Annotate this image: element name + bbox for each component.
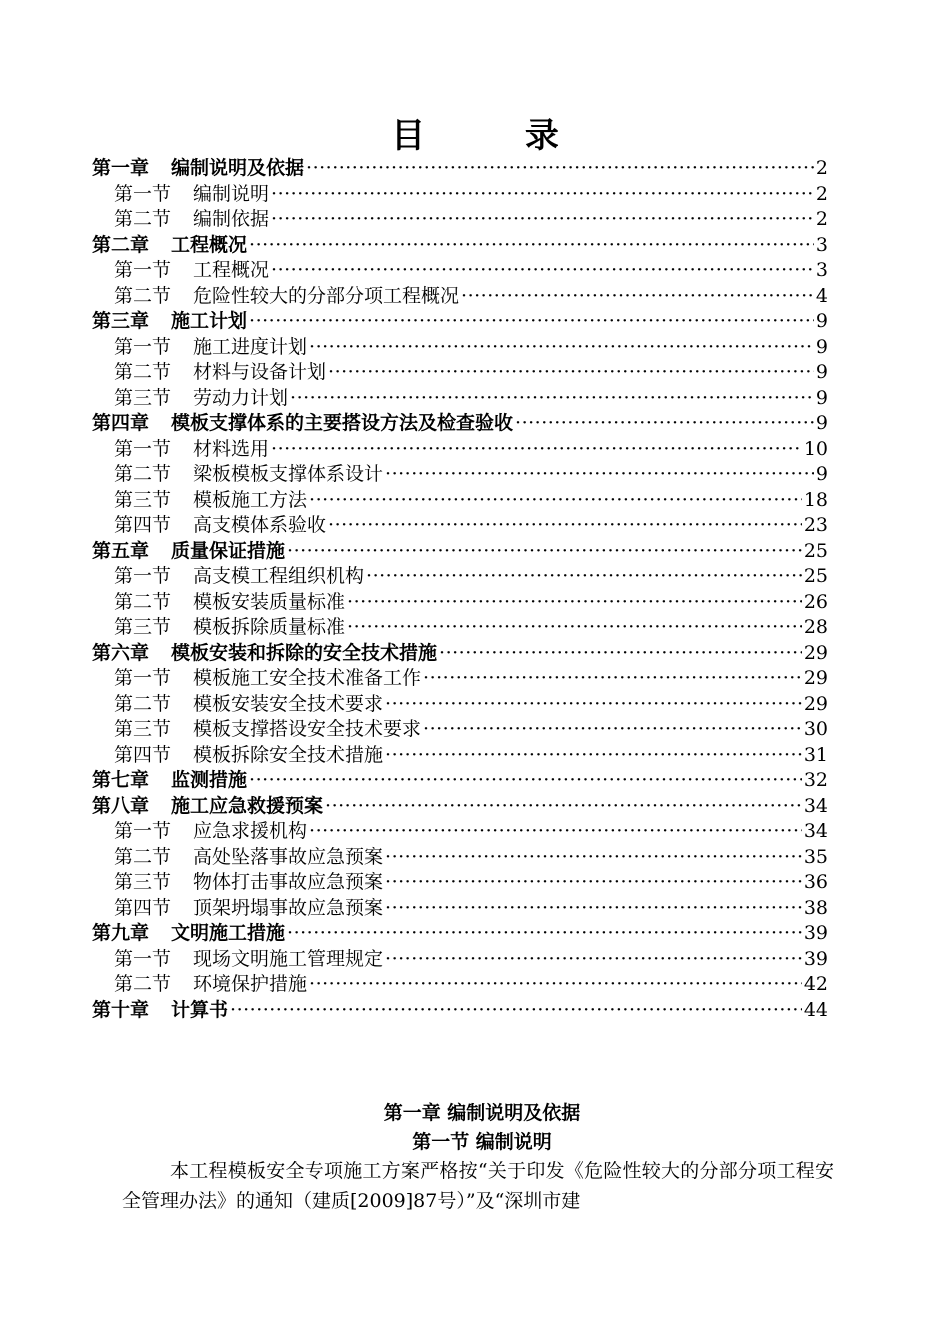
toc-chapter-entry[interactable] xyxy=(92,156,828,182)
dot-leader xyxy=(249,768,802,794)
page-number: 35 xyxy=(803,845,828,868)
dot-leader xyxy=(385,692,802,718)
chapter-title: 施工应急救援预案 xyxy=(171,794,324,817)
toc-section-entry[interactable] xyxy=(92,717,828,743)
section-title: 危险性较大的分部分项工程概况 xyxy=(193,284,460,307)
toc-section-entry[interactable] xyxy=(92,590,828,616)
toc-section-entry[interactable] xyxy=(92,488,828,514)
dot-leader xyxy=(290,386,814,412)
chapter-number: 第九章 xyxy=(92,922,150,944)
chapter-title: 施工计划 xyxy=(171,310,248,332)
toc-entry-label xyxy=(114,335,307,361)
section-title: 模板施工安全技术准备工作 xyxy=(193,667,422,689)
chapter-title: 模板安装和拆除的安全技术措施 xyxy=(171,641,438,664)
page-number: 34 xyxy=(803,794,828,817)
section-title: 材料与设备计划 xyxy=(193,361,327,383)
table-of-contents xyxy=(92,156,828,1023)
dot-leader xyxy=(385,743,802,769)
page-number: 2 xyxy=(815,157,828,179)
chapter-number: 第一章 xyxy=(92,157,150,179)
toc-entry-label xyxy=(114,845,383,871)
dot-leader xyxy=(287,921,802,947)
section-title: 工程概况 xyxy=(193,259,270,281)
page-number: 4 xyxy=(815,284,828,307)
toc-section-entry[interactable] xyxy=(92,335,828,361)
dot-leader xyxy=(309,819,802,845)
page-number: 39 xyxy=(803,947,828,970)
section-number: 第二节 xyxy=(114,361,172,383)
section-number: 第一节 xyxy=(114,182,172,205)
toc-chapter-entry[interactable] xyxy=(92,768,828,794)
toc-entry-label xyxy=(92,411,513,437)
toc-entry-label xyxy=(92,641,437,667)
page-number: 9 xyxy=(815,386,828,409)
section-title: 应急求援机构 xyxy=(193,820,308,842)
dot-leader xyxy=(347,590,802,616)
chapter-title: 模板支撑体系的主要搭设方法及检查验收 xyxy=(171,412,514,434)
toc-entry-label xyxy=(92,309,247,335)
dot-leader xyxy=(249,309,814,335)
toc-section-entry[interactable] xyxy=(92,870,828,896)
page-number: 9 xyxy=(815,310,828,332)
dot-leader xyxy=(423,666,802,692)
section-title: 物体打击事故应急预案 xyxy=(193,871,384,893)
toc-entry-label xyxy=(92,539,285,565)
section-number: 第三节 xyxy=(114,488,172,511)
dot-leader xyxy=(385,462,814,488)
chapter-title: 质量保证措施 xyxy=(171,539,286,562)
section-number: 第四节 xyxy=(114,743,172,766)
toc-section-entry[interactable] xyxy=(92,743,828,769)
toc-entry-label xyxy=(114,284,459,310)
dot-leader xyxy=(366,564,802,590)
chapter-title: 文明施工措施 xyxy=(171,922,286,944)
toc-chapter-entry[interactable] xyxy=(92,309,828,335)
toc-chapter-entry[interactable] xyxy=(92,411,828,437)
dot-leader xyxy=(328,513,802,539)
toc-chapter-entry[interactable] xyxy=(92,794,828,820)
section-title: 模板拆除质量标准 xyxy=(193,616,346,638)
page-number: 9 xyxy=(815,412,828,434)
dot-leader xyxy=(515,411,814,437)
section-title: 材料选用 xyxy=(193,437,270,460)
toc-section-entry[interactable] xyxy=(92,692,828,718)
toc-section-entry[interactable] xyxy=(92,207,828,233)
section-title: 模板施工方法 xyxy=(193,488,308,511)
section-title: 模板安装质量标准 xyxy=(193,590,346,613)
dot-leader xyxy=(385,896,802,922)
section-number: 第二节 xyxy=(114,692,172,715)
toc-entry-label xyxy=(114,462,383,488)
section-title: 现场文明施工管理规定 xyxy=(193,947,384,970)
dot-leader xyxy=(347,615,802,641)
section-title: 梁板模板支撑体系设计 xyxy=(193,463,384,485)
section-title: 模板安装安全技术要求 xyxy=(193,692,384,715)
dot-leader xyxy=(309,335,814,361)
page-number: 2 xyxy=(815,208,828,230)
toc-entry-label xyxy=(114,360,326,386)
chapter-title: 编制说明及依据 xyxy=(171,157,305,179)
page-number: 9 xyxy=(815,463,828,485)
toc-entry-label xyxy=(114,666,421,692)
chapter-number: 第三章 xyxy=(92,310,150,332)
toc-entry-label xyxy=(92,233,247,259)
section-number: 第二节 xyxy=(114,463,172,485)
toc-entry-label xyxy=(114,437,269,463)
page-number: 3 xyxy=(815,259,828,281)
section-title: 编制说明 xyxy=(193,182,270,205)
toc-section-entry[interactable] xyxy=(92,896,828,922)
toc-entry-label xyxy=(92,794,323,820)
toc-entry-label xyxy=(114,207,269,233)
dot-leader xyxy=(287,539,802,565)
toc-entry-label xyxy=(114,615,345,641)
chapter-heading: 第一章 编制说明及依据 xyxy=(383,1102,581,1124)
toc-section-entry[interactable] xyxy=(92,437,828,463)
dot-leader xyxy=(385,845,802,871)
dot-leader xyxy=(271,207,814,233)
page-number: 3 xyxy=(815,233,828,256)
toc-section-entry[interactable] xyxy=(92,513,828,539)
section-title: 施工进度计划 xyxy=(193,335,308,358)
page-number: 29 xyxy=(803,667,828,689)
toc-entry-label xyxy=(114,717,421,743)
page-number: 44 xyxy=(803,998,828,1021)
toc-entry-label xyxy=(114,692,383,718)
page-number: 34 xyxy=(803,820,828,842)
section-title: 编制依据 xyxy=(193,208,270,230)
section-number: 第三节 xyxy=(114,871,172,893)
section-number: 第三节 xyxy=(114,386,172,409)
dot-leader xyxy=(271,182,814,208)
section-number: 第二节 xyxy=(114,208,172,230)
section-number: 第二节 xyxy=(114,845,172,868)
toc-entry-label xyxy=(114,870,383,896)
toc-section-entry[interactable] xyxy=(92,845,828,871)
toc-entry-label xyxy=(114,972,307,998)
toc-section-entry[interactable] xyxy=(92,258,828,284)
section-number: 第三节 xyxy=(114,616,172,638)
toc-entry-label xyxy=(92,998,228,1024)
toc-entry-label xyxy=(114,488,307,514)
dot-leader xyxy=(230,998,802,1024)
dot-leader xyxy=(309,488,802,514)
toc-title: 目 录 xyxy=(391,116,603,156)
toc-entry-label xyxy=(114,947,383,973)
section-number: 第一节 xyxy=(114,667,172,689)
page-number: 23 xyxy=(803,514,828,536)
page-number: 26 xyxy=(803,590,828,613)
section-number: 第一节 xyxy=(114,259,172,281)
page-number: 29 xyxy=(803,692,828,715)
toc-section-entry[interactable] xyxy=(92,182,828,208)
page-number: 9 xyxy=(815,361,828,383)
page-number: 38 xyxy=(803,896,828,919)
dot-leader xyxy=(309,972,802,998)
section-title: 高处坠落事故应急预案 xyxy=(193,845,384,868)
page-number: 29 xyxy=(803,641,828,664)
toc-entry-label xyxy=(92,921,285,947)
section-number: 第一节 xyxy=(114,335,172,358)
page-number: 42 xyxy=(803,973,828,995)
section-number: 第二节 xyxy=(114,973,172,995)
page-number: 30 xyxy=(803,718,828,740)
toc-section-entry[interactable] xyxy=(92,972,828,998)
chapter-number: 第十章 xyxy=(92,998,150,1021)
toc-entry-label xyxy=(114,564,364,590)
page-number: 18 xyxy=(803,488,828,511)
toc-entry-label xyxy=(114,258,269,284)
page-number: 32 xyxy=(803,769,828,791)
section-number: 第一节 xyxy=(114,437,172,460)
section-title: 模板拆除安全技术措施 xyxy=(193,743,384,766)
page-number: 28 xyxy=(803,616,828,638)
toc-section-entry[interactable] xyxy=(92,564,828,590)
toc-section-entry[interactable] xyxy=(92,947,828,973)
chapter-number: 第七章 xyxy=(92,769,150,791)
toc-section-entry[interactable] xyxy=(92,666,828,692)
dot-leader xyxy=(439,641,802,667)
toc-section-entry[interactable] xyxy=(92,360,828,386)
section-number: 第一节 xyxy=(114,820,172,842)
toc-entry-label xyxy=(114,896,383,922)
dot-leader xyxy=(385,870,802,896)
section-heading: 第一节 编制说明 xyxy=(412,1131,552,1153)
toc-chapter-entry[interactable] xyxy=(92,539,828,565)
page-number: 25 xyxy=(803,539,828,562)
section-title: 模板支撑搭设安全技术要求 xyxy=(193,718,422,740)
body-paragraph: 本工程模板安全专项施工方案严格按“关于印发《危险性较大的分部分项工程安全管理办法》的通知（建质[2009]87号）”及“深圳市建 xyxy=(122,1160,834,1212)
chapter-number: 第五章 xyxy=(92,539,150,562)
section-number: 第三节 xyxy=(114,718,172,740)
toc-entry-label xyxy=(92,768,247,794)
section-title: 顶架坍塌事故应急预案 xyxy=(193,896,384,919)
section-number: 第二节 xyxy=(114,284,172,307)
section-number: 第四节 xyxy=(114,896,172,919)
dot-leader xyxy=(423,717,802,743)
toc-section-entry[interactable] xyxy=(92,462,828,488)
dot-leader xyxy=(249,233,814,259)
page-number: 9 xyxy=(815,335,828,358)
page-number: 2 xyxy=(815,182,828,205)
toc-entry-label xyxy=(114,182,269,208)
page-number: 36 xyxy=(803,871,828,893)
chapter-title: 计算书 xyxy=(171,998,229,1021)
toc-entry-label xyxy=(114,513,326,539)
section-title: 高支模工程组织机构 xyxy=(193,565,365,587)
page-number: 25 xyxy=(803,565,828,587)
toc-chapter-entry[interactable] xyxy=(92,921,828,947)
section-number: 第一节 xyxy=(114,565,172,587)
toc-chapter-entry[interactable] xyxy=(92,998,828,1024)
chapter-number: 第八章 xyxy=(92,794,150,817)
toc-section-entry[interactable] xyxy=(92,284,828,310)
section-number: 第四节 xyxy=(114,514,172,536)
toc-entry-label xyxy=(114,743,383,769)
toc-entry-label xyxy=(114,590,345,616)
toc-entry-label xyxy=(114,819,307,845)
section-title: 高支模体系验收 xyxy=(193,514,327,536)
dot-leader xyxy=(271,437,802,463)
dot-leader xyxy=(306,156,814,182)
toc-chapter-entry[interactable] xyxy=(92,233,828,259)
page-number: 31 xyxy=(803,743,828,766)
page-number: 39 xyxy=(803,922,828,944)
toc-entry-label xyxy=(92,156,304,182)
dot-leader xyxy=(328,360,814,386)
toc-section-entry[interactable] xyxy=(92,819,828,845)
section-title: 劳动力计划 xyxy=(193,386,289,409)
page-number: 10 xyxy=(803,437,828,460)
dot-leader xyxy=(461,284,814,310)
section-title: 环境保护措施 xyxy=(193,973,308,995)
section-number: 第一节 xyxy=(114,947,172,970)
section-number: 第二节 xyxy=(114,590,172,613)
toc-entry-label xyxy=(114,386,288,412)
toc-chapter-entry[interactable] xyxy=(92,641,828,667)
chapter-title: 监测措施 xyxy=(171,769,248,791)
dot-leader xyxy=(271,258,814,284)
toc-section-entry[interactable] xyxy=(92,386,828,412)
chapter-number: 第二章 xyxy=(92,233,150,256)
chapter-number: 第四章 xyxy=(92,412,150,434)
chapter-title: 工程概况 xyxy=(171,233,248,256)
dot-leader xyxy=(385,947,802,973)
toc-section-entry[interactable] xyxy=(92,615,828,641)
dot-leader xyxy=(325,794,802,820)
chapter-number: 第六章 xyxy=(92,641,150,664)
